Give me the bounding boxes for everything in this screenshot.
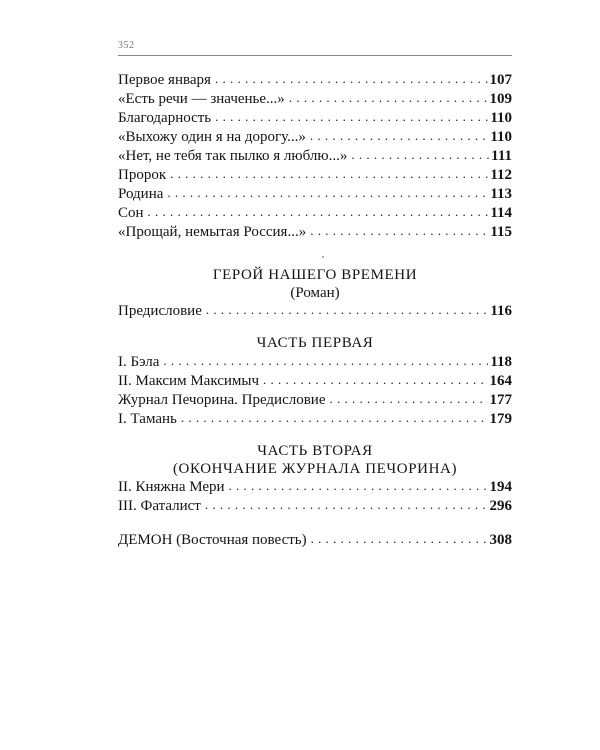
- dot-leader: [170, 164, 488, 184]
- toc-entry[interactable]: [118, 477, 512, 497]
- toc-entry-page: 164: [489, 373, 512, 389]
- toc-entry-page: 296: [489, 498, 512, 514]
- toc-entry-title: Благодарность: [118, 110, 212, 126]
- toc-entry-title: «Нет, не тебя так пылко я люблю...»: [118, 148, 348, 164]
- toc-entry-page: 115: [490, 224, 512, 240]
- toc-entry-page: 109: [489, 91, 512, 107]
- toc-entry-title: ДЕМОН (Восточная повесть): [118, 532, 307, 548]
- toc-entry-page: 107: [489, 72, 512, 88]
- toc-entry-page: 110: [490, 129, 512, 145]
- toc-entry-page: 177: [489, 392, 512, 408]
- toc-entry[interactable]: [118, 352, 512, 372]
- toc-entry-title: Первое января: [118, 72, 211, 88]
- dot-leader: [163, 351, 488, 371]
- section-heading-part-two: ЧАСТЬ ВТОРАЯ: [257, 443, 373, 459]
- toc-entry-title: III. Фаталист: [118, 498, 201, 514]
- header-rule: [118, 55, 512, 56]
- toc-entry[interactable]: [118, 165, 512, 185]
- dot-leader: [289, 88, 488, 108]
- toc-entry-title: «Есть речи — значенье...»: [118, 91, 285, 107]
- dot-leader: [167, 183, 488, 203]
- toc-entry[interactable]: [118, 530, 512, 550]
- dot-leader: [148, 202, 489, 222]
- dot-leader: [310, 126, 488, 146]
- toc-entry[interactable]: [118, 409, 512, 429]
- section-heading-hero: ГЕРОЙ НАШЕГО ВРЕМЕНИ: [212, 267, 418, 283]
- toc-entry[interactable]: [118, 146, 512, 166]
- toc-entry[interactable]: [118, 371, 512, 391]
- dot-leader: [181, 408, 488, 428]
- toc-entry[interactable]: [118, 203, 512, 223]
- toc-entry-page: 112: [490, 167, 512, 183]
- toc-entry-page: 179: [489, 411, 512, 427]
- toc-entry[interactable]: [118, 70, 512, 90]
- toc-entry-title: Родина: [118, 186, 164, 202]
- section-heading-part-one: ЧАСТЬ ПЕРВАЯ: [256, 335, 374, 351]
- dot-leader: [229, 476, 488, 496]
- toc-entry[interactable]: [118, 496, 512, 516]
- toc-entry-title: «Прощай, немытая Россия...»: [118, 224, 307, 240]
- page-number: 352: [118, 40, 135, 51]
- toc-entry-title: II. Княжна Мери: [118, 479, 225, 495]
- toc-entry-page: 308: [489, 532, 512, 548]
- toc-entry-title: I. Бэла: [118, 354, 160, 370]
- dot-leader: [215, 107, 488, 127]
- toc-entry-title: Сон: [118, 205, 144, 221]
- toc-entry-title: I. Тамань: [118, 411, 177, 427]
- toc-entry[interactable]: [118, 127, 512, 147]
- toc-entry[interactable]: [118, 390, 512, 410]
- dot-leader: [310, 221, 488, 241]
- toc-entry[interactable]: [118, 108, 512, 128]
- toc-entry[interactable]: [118, 222, 512, 242]
- dot-leader: [351, 145, 489, 165]
- dot-leader: [215, 69, 488, 89]
- toc-entry-page: 111: [491, 148, 512, 164]
- toc-entry-page: 113: [490, 186, 512, 202]
- toc-entry-title: Журнал Печорина. Предисловие: [118, 392, 326, 408]
- dot-leader: [330, 389, 488, 409]
- toc-entry-page: 194: [489, 479, 512, 495]
- section-subheading-pechorin-journal: (ОКОНЧАНИЕ ЖУРНАЛА ПЕЧОРИНА): [172, 461, 458, 477]
- toc-entry-title: Предисловие: [118, 303, 202, 319]
- section-subheading-novel: (Роман): [290, 285, 340, 301]
- toc-entry-title: «Выхожу один я на дорогу...»: [118, 129, 306, 145]
- toc-entry[interactable]: [118, 301, 512, 321]
- toc-entry-page: 110: [490, 110, 512, 126]
- dot-leader: [205, 495, 488, 515]
- toc-entry-page: 116: [490, 303, 512, 319]
- toc-entry-title: II. Максим Максимыч: [118, 373, 260, 389]
- toc-entry[interactable]: [118, 184, 512, 204]
- page-mark: [322, 256, 324, 258]
- toc-entry-page: 118: [490, 354, 512, 370]
- dot-leader: [311, 529, 488, 549]
- toc-entry-page: 114: [490, 205, 512, 221]
- toc-entry[interactable]: [118, 89, 512, 109]
- dot-leader: [263, 370, 487, 390]
- toc-entry-title: Пророк: [118, 167, 167, 183]
- dot-leader: [206, 300, 488, 320]
